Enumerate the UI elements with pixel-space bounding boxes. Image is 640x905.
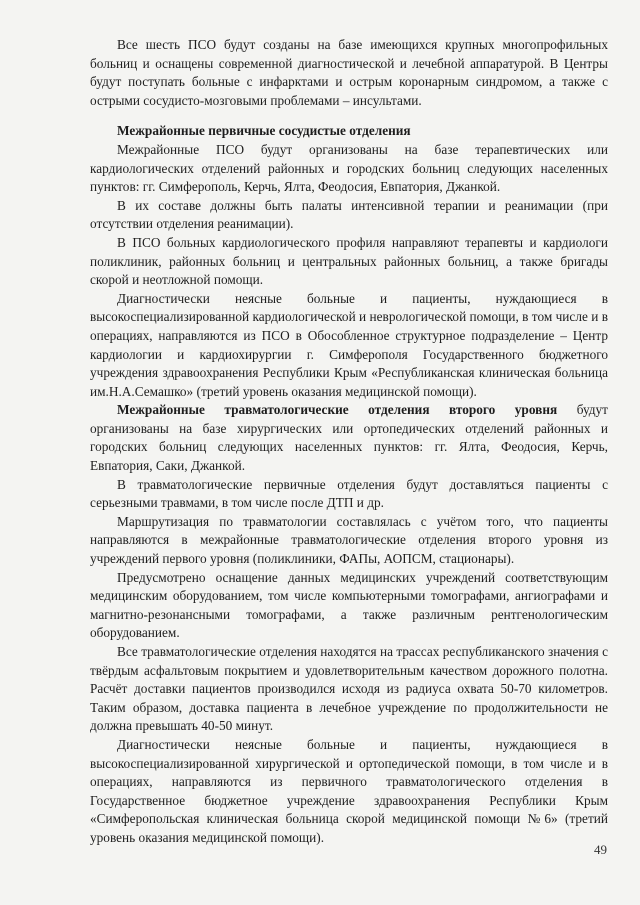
section-heading: Межрайонные первичные сосудистые отделения [117, 123, 411, 139]
paragraph-10: Все травматологические отделения находятся на трассах республиканского значения с твёрдым асфальтовым покрытием и удовлетворительным качеством дорожного полотна. Расчёт доставки пациентов производился исходя из радиуса охвата 50-70 километров. Таким образом, доставка пациента в лечебное учреждение по продолжительности не должна превышать 40-50 минут. [90, 644, 608, 734]
paragraph-6-text: будут организованы на базе хирургических или ортопедических отделений районных и городских больниц следующих населенных пунктов: гг. Ялта, Феодосия, Керчь, Евпатория, Саки, Джанкой. [90, 402, 608, 474]
document-page [90, 36, 608, 848]
page-number: 49 [594, 842, 607, 857]
paragraph-6-bold-lead: Межрайонные травматологические отделения второго уровня [117, 402, 558, 418]
paragraph-2: Межрайонные ПСО будут организованы на базе терапевтических или кардиологических отделений районных и городских больниц следующих населенных пунктов: гг. Симферополь, Керчь, Ялта, Феодосия, Евпатория, Джанкой. [90, 141, 608, 195]
paragraph-5: Диагностически неясные больные и пациенты, нуждающиеся в высокоспециализированной кардиологической и неврологической помощи, в том числе и в операциях, направляются из ПСО в Обособленное структурное подразделение – Центр кардиологии и кардиохирургии г. Симферополя Государственного бюджетного учреждения здравоохранения Республики Крым «Республиканская клиническая больница им.Н.А.Семашко» (третий уровень оказания медицинской помощи). [90, 290, 608, 399]
paragraph-11: Диагностически неясные больные и пациенты, нуждающиеся в высокоспециализированной хирургической и ортопедической помощи, в том числе и в операциях, направляются из первичного травматологического отделения в Государственное бюджетное учреждение здравоохранения Республики Крым «Симферопольская клиническая больница скорой медицинской помощи №6» (третий уровень оказания медицинской помощи). [90, 736, 608, 845]
paragraph-8: Маршрутизация по травматологии составлялась с учётом того, что пациенты направляются в межрайонные травматологические отделения второго уровня из учреждений первого уровня (поликлиники, ФАПы, АОПСМ, стационары). [90, 513, 608, 567]
paragraph-9: Предусмотрено оснащение данных медицинских учреждений соответствующим медицинским оборудованием, том числе компьютерными томографами, ангиографами и магнитно-резонансными томографами, а также различным рентгенологическим оборудованием. [90, 569, 608, 641]
paragraph-3: В их составе должны быть палаты интенсивной терапии и реанимации (при отсутствии отделения реанимации). [90, 197, 608, 232]
paragraph-1: Все шесть ПСО будут созданы на базе имеющихся крупных многопрофильных больниц и оснащены современной диагностической и лечебной аппаратурой. В Центры будут поступать больные с инфарктами и острым коронарным синдромом, а также с острыми сосудисто-мозговыми проблемами – инсультами. [90, 37, 608, 108]
paragraph-6 [90, 401, 608, 475]
paragraph-7: В травматологические первичные отделения будут доставляться пациенты с серьезными травмами, в том числе после ДТП и др. [90, 476, 608, 511]
paragraph-4: В ПСО больных кардиологического профиля направляют терапевты и кардиологи поликлиник, районных больниц и центральных районных больниц, а также бригады скорой и неотложной помощи. [90, 234, 608, 288]
